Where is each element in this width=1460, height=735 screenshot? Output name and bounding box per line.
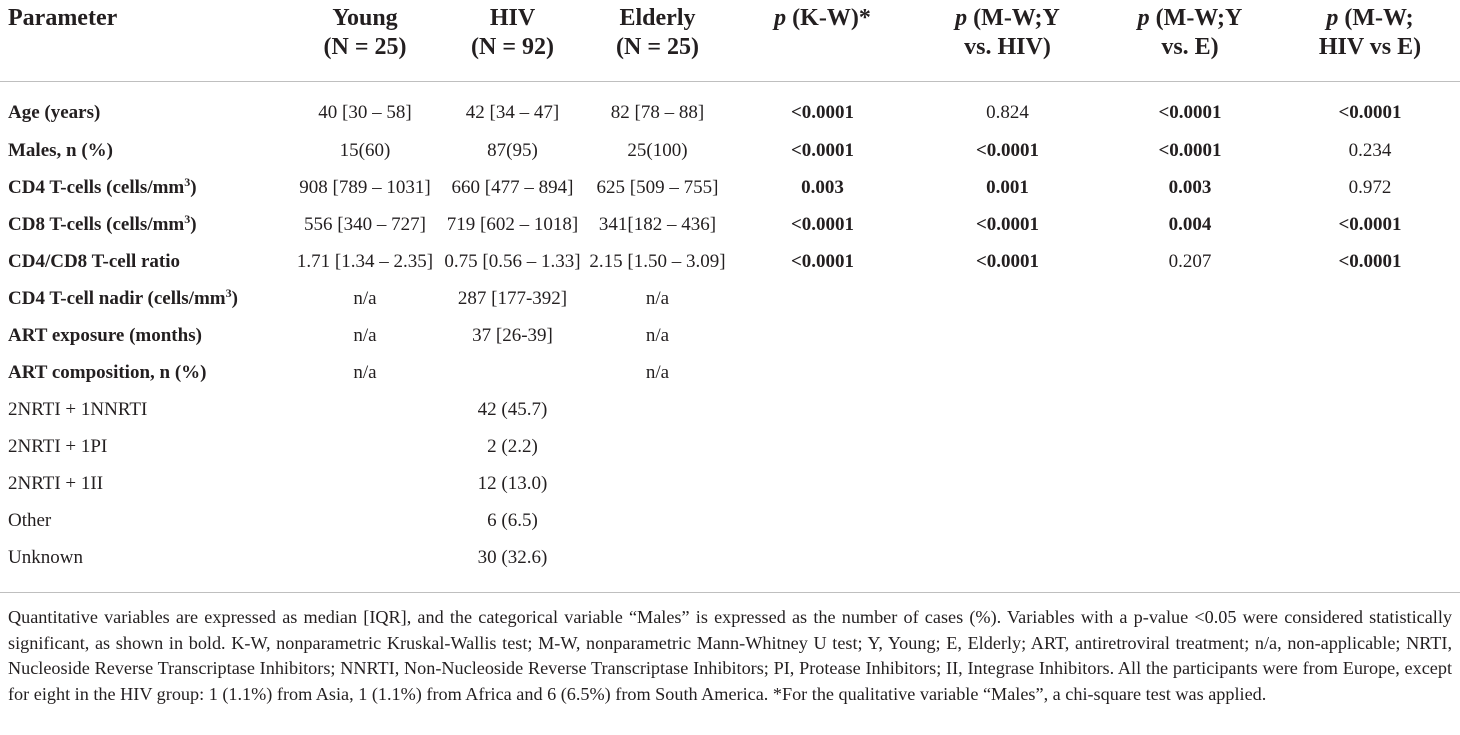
row-label: CD4/CD8 T-cell ratio <box>8 250 181 272</box>
cell-p-yh-value: <0.0001 <box>975 139 1040 161</box>
cell-elderly: 82 [78 – 88] <box>610 102 705 123</box>
row-label: 2NRTI + 1PI <box>8 435 108 457</box>
cell-p-ye <box>1100 132 1280 169</box>
table-row-cd4 <box>0 169 1460 206</box>
cell-young <box>290 391 440 428</box>
table-row-males <box>0 132 1460 169</box>
cell-p-kw <box>730 317 915 354</box>
header-p-mw-y-hiv-text: (M-W;Y <box>967 5 1060 31</box>
cell-hiv: 0.75 [0.56 – 1.33] <box>444 250 581 272</box>
cell-elderly: 341[182 – 436] <box>598 213 717 235</box>
header-p-mw-y-hiv-line2: vs. HIV) <box>964 34 1051 60</box>
row-label: ART composition, n (%) <box>8 361 207 383</box>
cell-young <box>290 502 440 539</box>
row-label: Males, n (%) <box>8 139 114 161</box>
header-p-mw-y-e <box>1100 0 1280 82</box>
cell-young: 556 [340 – 727] <box>304 213 426 235</box>
row-label <box>0 280 290 317</box>
header-hiv-title: HIV <box>489 5 536 31</box>
table-row-nnrti <box>0 391 1460 428</box>
cell-young <box>290 428 440 465</box>
row-label-text: CD4 T-cells (cells/mm <box>8 176 185 198</box>
header-p-mw-hiv-e-symbol: p <box>1326 5 1339 31</box>
row-label-end: ) <box>190 213 197 235</box>
cell-p-kw <box>730 132 915 169</box>
cell-p-kw <box>730 428 915 465</box>
cell-p-ye-value: <0.0001 <box>1158 139 1222 161</box>
header-elderly-title: Elderly <box>619 5 696 31</box>
cell-p-he <box>1280 502 1460 539</box>
table-header <box>0 0 1460 82</box>
cell-p-ye-value: 0.004 <box>1168 213 1212 235</box>
header-p-kw-text: (K-W)* <box>786 5 871 31</box>
cell-elderly <box>585 465 730 502</box>
cell-elderly: n/a <box>645 287 670 309</box>
header-p-mw-y-hiv <box>915 0 1100 82</box>
cell-p-yh-value: <0.0001 <box>975 213 1040 235</box>
cell-hiv: 2 (2.2) <box>487 435 538 457</box>
cell-p-ye <box>1100 280 1280 317</box>
header-p-mw-hiv-e-line2: HIV vs E) <box>1318 34 1422 60</box>
row-label-sup: 3 <box>184 174 191 189</box>
row-label-sup: 3 <box>225 285 232 300</box>
header-p-mw-y-hiv-symbol: p <box>955 5 968 31</box>
row-label: Age (years) <box>8 102 101 123</box>
table-row-cd8 <box>0 206 1460 243</box>
cell-p-ye <box>1100 82 1280 133</box>
cell-hiv: 87(95) <box>487 139 538 161</box>
cell-p-kw <box>730 391 915 428</box>
header-p-mw-hiv-e <box>1280 0 1460 82</box>
cell-p-he-value: <0.0001 <box>1338 102 1402 123</box>
cell-p-yh <box>915 132 1100 169</box>
cell-p-he-value: <0.0001 <box>1338 250 1402 272</box>
row-label: Other <box>8 509 52 531</box>
cell-p-kw-value: <0.0001 <box>790 102 855 123</box>
cell-hiv: 37 [26-39] <box>472 324 553 346</box>
cell-hiv: 42 [34 – 47] <box>465 102 560 123</box>
row-label-text: CD4 T-cell nadir (cells/mm <box>8 287 226 309</box>
row-label-text: CD8 T-cells (cells/mm <box>8 213 185 235</box>
cell-p-yh <box>915 317 1100 354</box>
cell-p-he <box>1280 391 1460 428</box>
cell-p-ye: 0.207 <box>1168 250 1212 272</box>
cell-elderly <box>585 391 730 428</box>
cell-hiv: 42 (45.7) <box>477 398 548 420</box>
cell-p-ye-value: 0.003 <box>1168 176 1212 198</box>
cell-p-kw <box>730 280 915 317</box>
row-label: 2NRTI + 1II <box>8 472 104 494</box>
table-row-ratio <box>0 243 1460 280</box>
cell-elderly: 25(100) <box>627 139 688 161</box>
cell-p-kw-value: <0.0001 <box>790 139 855 161</box>
table-row-nadir <box>0 280 1460 317</box>
table-row-art-exposure <box>0 317 1460 354</box>
header-p-mw-y-e-text: (M-W;Y <box>1149 5 1243 31</box>
cell-hiv <box>440 354 585 391</box>
cell-young: 40 [30 – 58] <box>318 102 412 123</box>
cell-elderly: 625 [509 – 755] <box>596 176 719 198</box>
cell-hiv: 719 [602 – 1018] <box>446 213 579 235</box>
cell-p-he <box>1280 428 1460 465</box>
cell-elderly: n/a <box>645 361 670 383</box>
cell-p-yh <box>915 539 1100 582</box>
cell-p-yh <box>915 169 1100 206</box>
row-label-sup: 3 <box>184 211 191 226</box>
header-hiv <box>440 0 585 82</box>
header-p-kw-symbol: p <box>774 5 787 31</box>
cell-elderly <box>585 428 730 465</box>
header-p-mw-y-e-symbol: p <box>1137 5 1150 31</box>
cell-p-he <box>1280 82 1460 133</box>
header-young-n: (N = 25) <box>323 34 407 60</box>
cell-p-kw <box>730 82 915 133</box>
cell-hiv: 12 (13.0) <box>477 472 548 494</box>
cell-p-kw <box>730 502 915 539</box>
cell-p-kw <box>730 243 915 280</box>
table-row-unknown <box>0 539 1460 582</box>
row-label-end: ) <box>231 287 238 309</box>
row-label <box>0 169 290 206</box>
table-row-age <box>0 82 1460 133</box>
cell-p-kw <box>730 169 915 206</box>
header-elderly-n: (N = 25) <box>616 34 699 60</box>
cell-p-ye <box>1100 465 1280 502</box>
table-row-art-composition <box>0 354 1460 391</box>
table-footnote: Quantitative variables are expressed as median [IQR], and the categorical variable “Males” is expressed as the number of cases (%). Variables with a p-value <0.05 were considered statistically significant, as shown in bold. K-W, nonparametric Kruskal-Wallis test; M-W, nonparametric Mann-Whitney U test; Y, Young; E, Elderly; ART, antiretroviral treatment; n/a, non-applicable; NRTI, Nucleoside Reverse Transcriptase Inhibitors; NNRTI, Non-Nucleoside Reverse Transcriptase Inhibitors; PI, Protease Inhibitors; II, Integrase Inhibitors. All the participants were from Europe, except for eight in the HIV group: 1 (1.1%) from Asia, 1 (1.1%) from Africa and 6 (6.5%) from South America. *For the qualitative variable “Males”, a chi-square test was applied. <box>8 607 1452 704</box>
cell-p-he <box>1280 539 1460 582</box>
row-label <box>0 206 290 243</box>
cell-p-ye <box>1100 539 1280 582</box>
header-p-mw-hiv-e-text: (M-W; <box>1338 5 1414 31</box>
cell-p-kw-value: <0.0001 <box>790 213 855 235</box>
cell-p-he <box>1280 243 1460 280</box>
cell-young <box>290 465 440 502</box>
header-hiv-n: (N = 92) <box>471 34 554 60</box>
cell-young: n/a <box>353 361 377 383</box>
cell-p-yh <box>915 354 1100 391</box>
cell-p-ye <box>1100 502 1280 539</box>
row-label-end: ) <box>190 176 197 198</box>
table-row-pi <box>0 428 1460 465</box>
cell-p-kw <box>730 206 915 243</box>
cell-hiv: 287 [177-392] <box>457 287 568 309</box>
cell-young: 1.71 [1.34 – 2.35] <box>296 250 434 272</box>
cell-p-kw <box>730 539 915 582</box>
cell-p-he <box>1280 206 1460 243</box>
header-parameter-text: Parameter <box>8 5 118 31</box>
cell-p-yh-value: 0.001 <box>986 176 1029 198</box>
cell-p-he-value: <0.0001 <box>1338 213 1402 235</box>
cell-p-yh: 0.824 <box>986 102 1029 123</box>
cell-young: n/a <box>353 324 377 346</box>
header-elderly <box>585 0 730 82</box>
header-parameter <box>0 0 290 82</box>
cell-hiv: 660 [477 – 894] <box>451 176 574 198</box>
cell-p-ye <box>1100 391 1280 428</box>
row-label: 2NRTI + 1NNRTI <box>8 398 148 420</box>
cell-p-kw <box>730 465 915 502</box>
cell-elderly: 2.15 [1.50 – 3.09] <box>589 250 726 272</box>
cell-p-ye <box>1100 428 1280 465</box>
cell-p-yh <box>915 465 1100 502</box>
cell-p-yh-value: <0.0001 <box>975 250 1040 272</box>
footnote-divider <box>0 592 1460 593</box>
cell-p-he: 0.234 <box>1348 139 1392 161</box>
cell-p-kw <box>730 354 915 391</box>
cell-p-he <box>1280 317 1460 354</box>
cell-p-he <box>1280 465 1460 502</box>
cell-p-yh <box>915 502 1100 539</box>
cell-young: 15(60) <box>339 139 391 161</box>
cell-p-yh <box>915 428 1100 465</box>
cell-young: n/a <box>353 287 377 309</box>
cell-p-he <box>1280 354 1460 391</box>
cell-elderly <box>585 539 730 582</box>
table-body <box>0 82 1460 583</box>
header-p-mw-y-e-line2: vs. E) <box>1161 34 1219 60</box>
cell-p-yh <box>915 206 1100 243</box>
cell-p-yh <box>915 243 1100 280</box>
cell-p-ye-value: <0.0001 <box>1158 102 1222 123</box>
cell-hiv: 30 (32.6) <box>477 546 548 568</box>
header-young-title: Young <box>332 5 398 31</box>
header-row <box>0 0 1460 82</box>
cell-elderly <box>585 502 730 539</box>
row-label: Unknown <box>8 546 83 568</box>
cell-hiv: 6 (6.5) <box>487 509 538 531</box>
table-row-other <box>0 502 1460 539</box>
cell-p-ye <box>1100 354 1280 391</box>
cell-young <box>290 539 440 582</box>
cell-elderly: n/a <box>645 324 670 346</box>
cell-young: 908 [789 – 1031] <box>299 176 431 198</box>
row-label: ART exposure (months) <box>8 324 202 346</box>
cell-p-ye <box>1100 169 1280 206</box>
cell-p-yh <box>915 391 1100 428</box>
table-row-ii <box>0 465 1460 502</box>
header-p-kw <box>730 0 915 82</box>
cell-p-yh <box>915 280 1100 317</box>
header-young <box>290 0 440 82</box>
cell-p-ye <box>1100 206 1280 243</box>
cell-p-kw-value: <0.0001 <box>790 250 855 272</box>
cell-p-kw-value: 0.003 <box>801 176 844 198</box>
cell-p-he <box>1280 280 1460 317</box>
cell-p-he: 0.972 <box>1348 176 1392 198</box>
cell-p-ye <box>1100 317 1280 354</box>
